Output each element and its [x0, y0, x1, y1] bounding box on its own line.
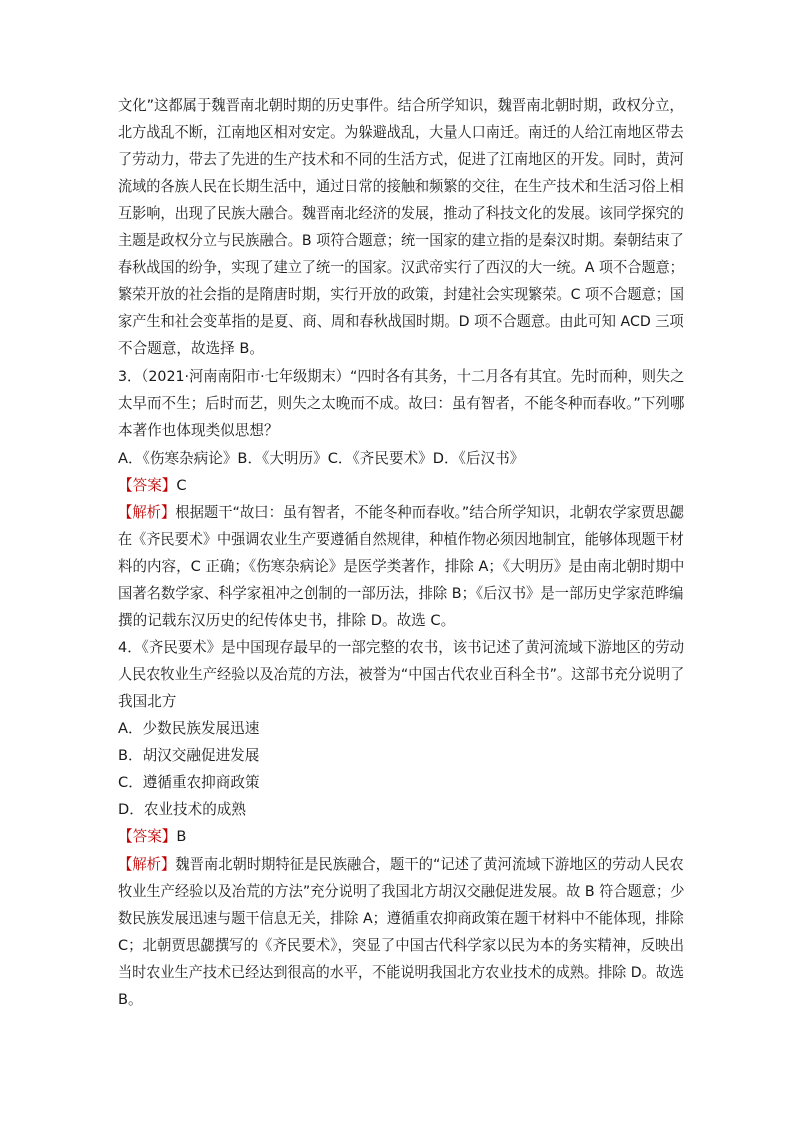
question-4-stem-line: 人民农牧业生产经验以及冶荒的方法，被誉为“中国古代农业百科全书”。这部书充分说明了 — [118, 666, 685, 683]
question-4-analysis-line — [118, 855, 684, 875]
question-3-analysis-line: 国著名数学家、科学家祖冲之创制的一部历法，排除 B；《后汉书》是一部历史学家范晔编 — [118, 585, 684, 602]
paragraph-line: 文化”这都属于魏晋南北朝时期的历史事件。结合所学知识，魏晋南北朝时期，政权分立， — [118, 97, 684, 114]
paragraph-line: 主题是政权分立与民族融合。B 项符合题意；统一国家的建立指的是秦汉时期。秦朝结束了 — [118, 232, 684, 249]
question-3-analysis-line — [118, 503, 684, 523]
question-4-analysis-line: 牧业生产经验以及冶荒的方法”充分说明了我国北方胡汉交融促进发展。故 B 符合题意；少 — [118, 883, 685, 900]
question-4-option-b: B．胡汉交融促进发展 — [118, 747, 260, 764]
paragraph-line: 繁荣开放的社会指的是隋唐时期，实行开放的政策，封建社会实现繁荣。C 项不合题意；国 — [118, 286, 685, 303]
analysis-text: 魏晋南北朝时期特征是民族融合，题干的“记述了黄河流域下游地区的劳动人民农 — [175, 856, 684, 873]
answer-value: C — [176, 477, 187, 494]
question-4-stem-line: 4．《齐民要术》是中国现存最早的一部完整的农书，该书记述了黄河流域下游地区的劳动 — [118, 639, 685, 656]
analysis-text: 根据题干“故曰：虽有智者，不能冬种而春收。”结合所学知识，北朝农学家贾思勰 — [175, 504, 684, 521]
analysis-tag: 【解析】 — [118, 856, 176, 873]
question-3-stem-line: 太早而不生；后时而艺，则失之太晚而不成。故曰：虽有智者，不能冬种而春收。”下列哪 — [118, 395, 685, 412]
paragraph-line: 互影响，出现了民族大融合。魏晋南北经济的发展，推动了科技文化的发展。该同学探究的 — [118, 205, 684, 222]
question-4-option-c: C．遵循重农抑商政策 — [118, 774, 260, 791]
paragraph-line: 家产生和社会变革指的是夏、商、周和春秋战国时期。D 项不合题意。由此可知 ACD 三项 — [118, 313, 684, 330]
question-4-analysis-line: B。 — [118, 991, 143, 1008]
paragraph-line: 了劳动力，带去了先进的生产技术和不同的生活方式，促进了江南地区的开发。同时，黄河 — [118, 151, 684, 168]
answer-tag: 【答案】 — [118, 828, 177, 845]
question-3-answer — [118, 476, 684, 496]
question-4-analysis-line: 当时农业生产技术已经达到很高的水平，不能说明我国北方农业技术的成熟。排除 D。故选 — [118, 964, 685, 981]
question-3-stem-line: 本著作也体现类似思想？ — [118, 422, 279, 439]
question-4-analysis-line: 数民族发展迅速与题干信息无关，排除 A；遵循重农抑商政策在题干材料中不能体现，排除 — [118, 910, 684, 927]
question-4-answer — [118, 827, 684, 847]
question-4-stem-line: 我国北方 — [118, 693, 177, 710]
paragraph-line: 春秋战国的纷争，实现了建立了统一的国家。汉武帝实行了西汉的大一统。A 项不合题意； — [118, 259, 684, 276]
answer-tag: 【答案】 — [118, 477, 177, 494]
paragraph-line: 不合题意，故选择 B。 — [118, 340, 264, 357]
question-3-analysis-line: 料的内容，C 正确；《伤寒杂病论》是医学类著作，排除 A；《大明历》是由南北朝时期中 — [118, 558, 685, 575]
question-4-analysis-line: C；北朝贾思勰撰写的《齐民要术》，突显了中国古代科学家以民为本的务实精神，反映出 — [118, 937, 685, 954]
question-3-analysis-line: 撰的记载东汉历史的纪传体史书，排除 D。故选 C。 — [118, 612, 456, 629]
answer-value: B — [176, 828, 187, 845]
analysis-tag: 【解析】 — [118, 504, 176, 521]
question-4-option-a: A．少数民族发展迅速 — [118, 720, 260, 737]
question-3-analysis-line: 在《齐民要术》中强调农业生产要遵循自然规律，种植作物必须因地制宜，能够体现题干材 — [118, 531, 684, 548]
question-3-stem-line: 3．（2021·河南南阳市·七年级期末）“四时各有其务，十二月各有其宜。先时而种，则失之 — [118, 368, 685, 385]
paragraph-line: 流域的各族人民在长期生活中，通过日常的接触和频繁的交往，在生产技术和生活习俗上相 — [118, 178, 684, 195]
paragraph-line: 北方战乱不断，江南地区相对安定。为躲避战乱，大量人口南迁。南迁的人给江南地区带去 — [118, 124, 684, 141]
question-3-options: A．《伤寒杂病论》B．《大明历》C．《齐民要术》D．《后汉书》 — [118, 450, 525, 467]
question-4-option-d: D．农业技术的成熟 — [118, 801, 246, 818]
